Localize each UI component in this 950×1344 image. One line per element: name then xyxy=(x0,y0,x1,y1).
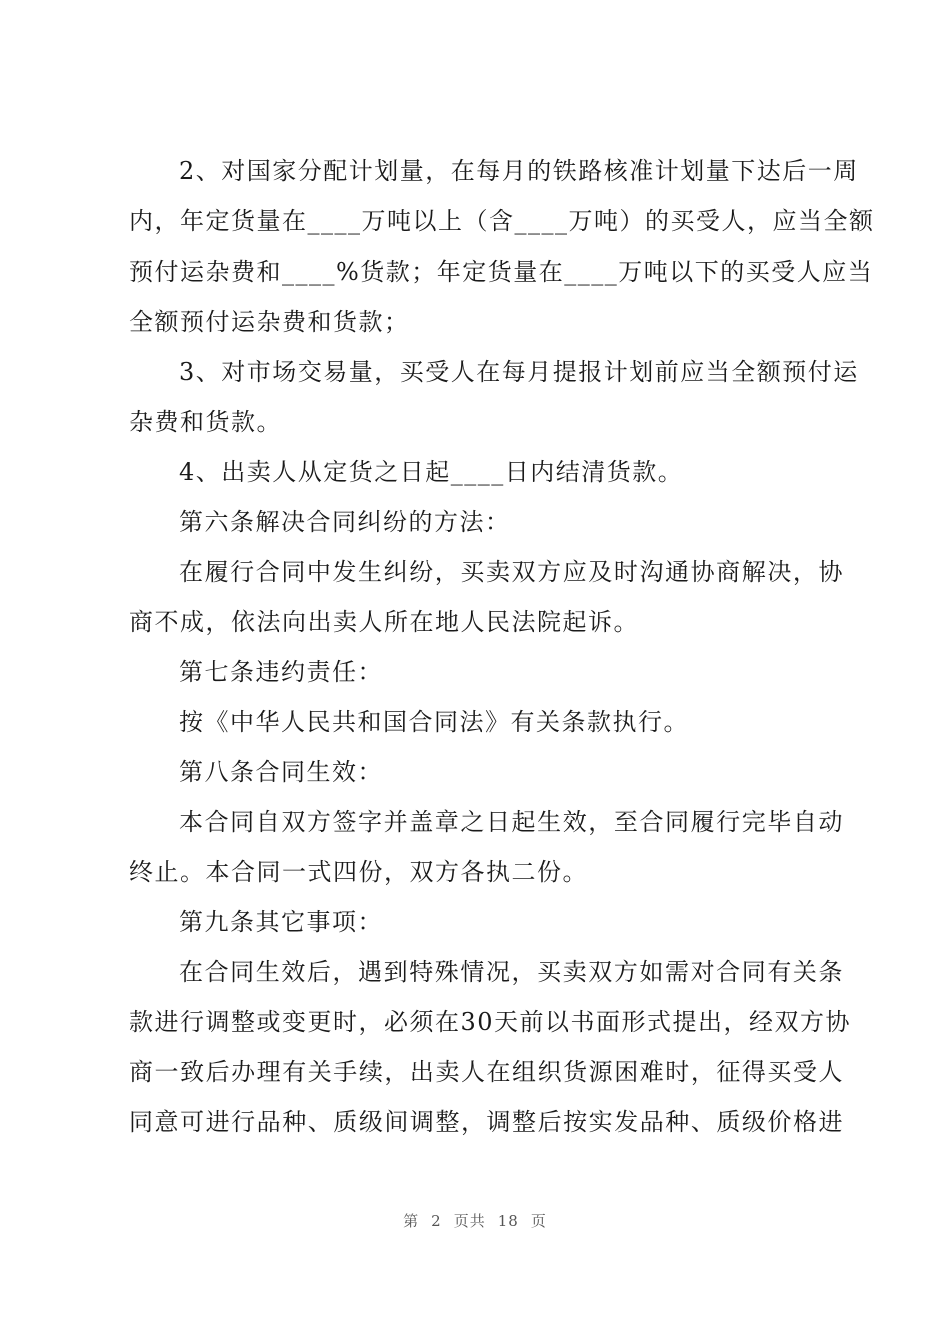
section-heading: 第六条解决合同纠纷的方法： xyxy=(179,508,511,536)
paragraph-line: 3、对市场交易量，买受人在每月提报计划前应当全额预付运 xyxy=(179,358,859,386)
footer-prefix: 第 xyxy=(403,1212,420,1230)
paragraph-line: 本合同自双方签字并盖章之日起生效，至合同履行完毕自动 xyxy=(179,808,844,836)
section-heading: 第八条合同生效： xyxy=(179,758,383,786)
paragraph-line: 在履行合同中发生纠纷，买卖双方应及时沟通协商解决，协 xyxy=(179,558,844,586)
paragraph-line: 商一致后办理有关手续，出卖人在组织货源困难时，征得买受人 xyxy=(129,1058,844,1086)
section-heading: 第九条其它事项： xyxy=(179,908,383,936)
current-page-number: 2 xyxy=(431,1212,442,1230)
paragraph-line: 4、出卖人从定货之日起____日内结清货款。 xyxy=(179,458,684,486)
paragraph-line: 款进行调整或变更时，必须在30天前以书面形式提出，经双方协 xyxy=(129,1008,852,1036)
paragraph-line: 在合同生效后，遇到特殊情况，买卖双方如需对合同有关条 xyxy=(179,958,844,986)
total-pages-number: 18 xyxy=(497,1212,519,1230)
paragraph-line: 商不成，依法向出卖人所在地人民法院起诉。 xyxy=(129,608,639,636)
paragraph-line: 按《中华人民共和国合同法》有关条款执行。 xyxy=(179,708,689,736)
paragraph-line: 预付运杂费和____%货款；年定货量在____万吨以下的买受人应当 xyxy=(129,258,874,286)
paragraph-line: 杂费和货款。 xyxy=(129,408,282,436)
paragraph-line: 同意可进行品种、质级间调整，调整后按实发品种、质级价格进 xyxy=(129,1108,844,1136)
paragraph-line: 内，年定货量在____万吨以上（含____万吨）的买受人，应当全额 xyxy=(129,207,875,235)
paragraph-line: 全额预付运杂费和货款； xyxy=(129,308,410,336)
paragraph-line: 2、对国家分配计划量，在每月的铁路核准计划量下达后一周 xyxy=(179,157,859,185)
section-heading: 第七条违约责任： xyxy=(179,658,383,686)
page-footer xyxy=(0,1210,950,1231)
footer-middle: 页共 xyxy=(453,1212,486,1230)
footer-suffix: 页 xyxy=(530,1212,547,1230)
paragraph-line: 终止。本合同一式四份，双方各执二份。 xyxy=(129,858,588,886)
